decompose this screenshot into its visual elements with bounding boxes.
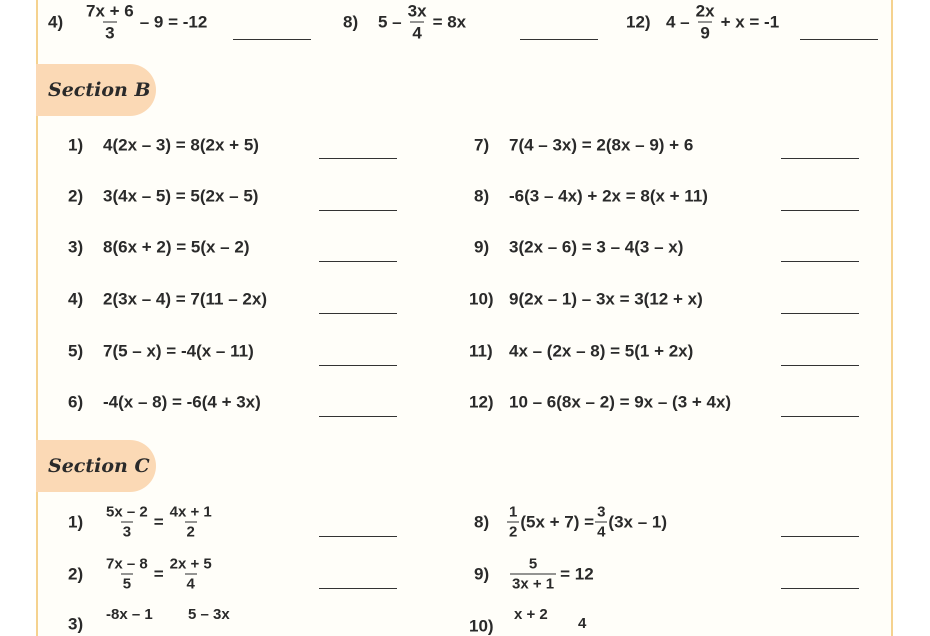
- question-number: 3): [68, 237, 84, 257]
- equation: 4x – (2x – 8) = 5(1 + 2x): [509, 341, 694, 361]
- fraction: $\frac{3}{4}$: [597, 503, 606, 541]
- answer-blank[interactable]: [781, 536, 859, 537]
- fraction: $\frac{3x}{4}$: [407, 1, 427, 43]
- question-number: 1): [68, 512, 84, 532]
- section-c-heading: Section C: [36, 440, 156, 492]
- answer-blank[interactable]: [781, 210, 859, 211]
- fraction-numerator: x + 2: [514, 606, 548, 623]
- equation: -6(3 – 4x) + 2x = 8(x + 11): [509, 186, 708, 206]
- equation: $\frac{5x - 2}{3}$ = $\frac{4x + 1}{2}$: [106, 503, 212, 541]
- equation: 4 – $\frac{2x}{9}$ + x = -1: [666, 1, 780, 43]
- question-number: 10): [469, 616, 494, 636]
- question-number: 8): [474, 512, 490, 532]
- answer-blank[interactable]: [781, 416, 859, 417]
- question-number: 2): [68, 186, 84, 206]
- equation: 3(2x – 6) = 3 – 4(3 – x): [509, 237, 684, 257]
- equation: $\frac{1}{2}$ (5x + 7) = $\frac{3}{4}$ (3x – 1): [509, 503, 667, 541]
- equation: $\frac{7x - 8}{5}$ = $\frac{2x + 5}{4}$: [106, 555, 212, 593]
- answer-blank[interactable]: [800, 39, 878, 40]
- equation-tail: 4: [578, 615, 587, 632]
- question-number: 3): [68, 614, 84, 634]
- section-b-heading: Section B: [36, 64, 156, 116]
- equation: 3(4x – 5) = 5(2x – 5): [103, 186, 259, 206]
- answer-blank[interactable]: [781, 588, 859, 589]
- question-number: 12): [469, 392, 494, 412]
- fraction: $\frac{2x}{9}$: [695, 1, 715, 43]
- fraction: $\frac{5}{3x + 1}$: [512, 555, 555, 593]
- equation: 7(4 – 3x) = 2(8x – 9) + 6: [509, 135, 694, 155]
- answer-blank[interactable]: [319, 416, 397, 417]
- fraction: $\frac{5x - 2}{3}$: [106, 503, 148, 541]
- fraction: $\frac{1}{2}$: [509, 503, 518, 541]
- question-number: 10): [469, 289, 494, 309]
- question-number: 9): [474, 237, 490, 257]
- equation: -4(x – 8) = -6(4 + 3x): [103, 392, 261, 412]
- question-number: 11): [469, 341, 493, 361]
- answer-blank[interactable]: [319, 210, 397, 211]
- equation: 4(2x – 3) = 8(2x + 5): [103, 135, 259, 155]
- question-number: 8): [474, 186, 490, 206]
- equation: $\frac{5}{3x + 1}$ = 12: [512, 555, 594, 593]
- answer-blank[interactable]: [781, 313, 859, 314]
- answer-blank[interactable]: [319, 536, 397, 537]
- equation: 9(2x – 1) – 3x = 3(12 + x): [509, 289, 703, 309]
- question-number: 4): [48, 12, 64, 32]
- answer-blank[interactable]: [319, 158, 397, 159]
- answer-blank[interactable]: [781, 261, 859, 262]
- question-number: 1): [68, 135, 84, 155]
- fraction-numerator: 5 – 3x: [188, 606, 230, 623]
- fraction-numerator: -8x – 1: [106, 606, 153, 623]
- answer-blank[interactable]: [319, 365, 397, 366]
- answer-blank[interactable]: [781, 365, 859, 366]
- fraction: $\frac{4x + 1}{2}$: [169, 503, 212, 541]
- equation: 8(6x + 2) = 5(x – 2): [103, 237, 250, 257]
- question-number: 4): [68, 289, 84, 309]
- answer-blank[interactable]: [319, 588, 397, 589]
- answer-blank[interactable]: [233, 39, 311, 40]
- question-number: 6): [68, 392, 84, 412]
- equation: 7(5 – x) = -4(x – 11): [103, 341, 254, 361]
- question-number: 12): [626, 12, 651, 32]
- question-number: 2): [68, 564, 84, 584]
- question-number: 8): [343, 12, 359, 32]
- question-number: 7): [474, 135, 490, 155]
- worksheet-page: [36, 0, 893, 636]
- answer-blank[interactable]: [781, 158, 859, 159]
- equation: 5 – $\frac{3x}{4}$ = 8x: [378, 1, 467, 43]
- fraction: $\frac{7x - 8}{5}$: [106, 555, 148, 593]
- question-number: 5): [68, 341, 84, 361]
- answer-blank[interactable]: [319, 313, 397, 314]
- equation: 2(3x – 4) = 7(11 – 2x): [103, 289, 267, 309]
- answer-blank[interactable]: [319, 261, 397, 262]
- answer-blank[interactable]: [520, 39, 598, 40]
- fraction: $\frac{2x + 5}{4}$: [169, 555, 212, 593]
- equation: 10 – 6(8x – 2) = 9x – (3 + 4x): [509, 392, 732, 412]
- equation: $\frac{7x + 6}{3}$ – 9 = -12: [86, 1, 208, 43]
- fraction: $\frac{7x + 6}{3}$: [86, 1, 134, 43]
- question-number: 9): [474, 564, 490, 584]
